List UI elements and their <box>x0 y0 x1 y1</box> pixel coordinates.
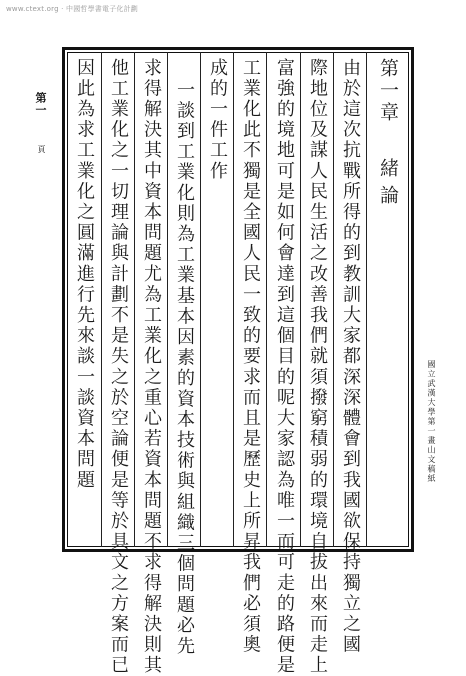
column-rule <box>333 52 334 547</box>
text-column: 他工業化之一切理論與計劃不是失之於空論便是等於具文之方案而已 <box>108 58 129 676</box>
section-heading: 緒論 <box>377 158 399 212</box>
text-column: 求得解決其中資本問題尤為工業化之重心若資本問題不求得解決則其 <box>141 58 162 676</box>
text-column: 成的一件工作 <box>207 58 228 182</box>
column-rule <box>266 52 267 547</box>
text-column: 因此為求工業化之圓滿進行先來談一談資本問題 <box>74 58 95 491</box>
column-rule <box>101 52 102 547</box>
column-rule <box>233 52 234 547</box>
column-rule <box>366 52 367 547</box>
column-rule <box>300 52 301 547</box>
page-margin-label: 頁 <box>37 145 46 153</box>
archive-margin-label: 國立武漢大學第一畫山文稿紙 <box>427 360 436 484</box>
chapter-heading: 第一章 <box>377 58 399 124</box>
chapter-margin-label: 第一 <box>34 92 47 116</box>
column-rule <box>134 52 135 547</box>
source-watermark: www.ctext.org · 中國哲學書電子化計劃 <box>6 5 139 13</box>
text-column: 由於這次抗戰所得的到教訓大家都深深體會到我國欲保持獨立之國 <box>340 58 361 656</box>
column-rule <box>200 52 201 547</box>
text-column: 工業化此不獨是全國人民一致的要求而且是歷史上所昇我們必須奧 <box>240 58 261 656</box>
column-rule <box>167 52 168 547</box>
text-column: 一談到工業化則為工業基本因素的資本技術與組織三個問題必先 <box>174 80 195 657</box>
text-column: 富強的境地可是如何會達到這個目的呢大家認為唯一而可走的路便是 <box>274 58 295 676</box>
text-column: 際地位及謀人民生活之改善我們就須撥窮積弱的環境自拔出來而走上 <box>307 58 328 676</box>
